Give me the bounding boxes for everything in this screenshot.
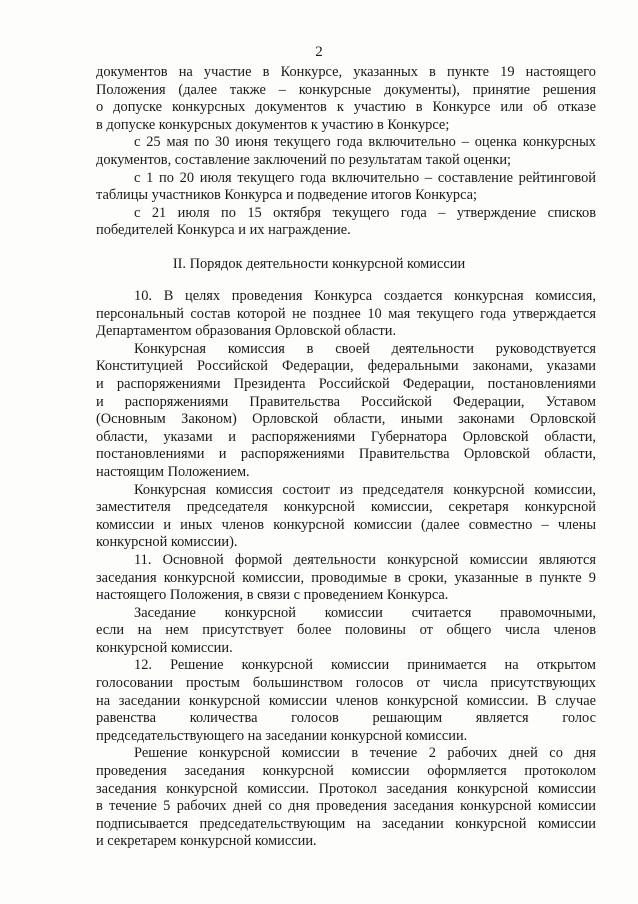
text-line: комиссии и иных членов конкурсной комиссии (далее совместно – члены bbox=[96, 516, 596, 533]
text-line: проведения заседания конкурсной комиссии оформляется протоколом bbox=[96, 763, 596, 780]
section-paragraphs bbox=[96, 288, 596, 851]
text-line: заместителя председателя конкурсной комиссии, секретаря конкурсной bbox=[96, 499, 596, 516]
text-line: персональный состав которой не позднее 10 мая текущего года утверждается bbox=[96, 305, 596, 322]
text-line: Положения (далее также – конкурсные документы), принятие решения bbox=[96, 81, 596, 98]
text-line: документов на участие в Конкурсе, указанных в пункте 19 настоящего bbox=[96, 64, 596, 80]
page-number: 2 bbox=[315, 44, 323, 60]
text-line: 10. В целях проведения Конкурса создается конкурсная комиссия, bbox=[134, 288, 596, 304]
text-line: документов, составление заключений по результатам такой оценки; bbox=[96, 151, 512, 168]
text-line: подписывается председательствующим на заседании конкурсной комиссии bbox=[96, 815, 596, 832]
text-line: области, указами и распоряжениями Губернатора Орловской области, bbox=[96, 428, 596, 445]
text-line: и распоряжениями Правительства Российской Федерации, Уставом bbox=[96, 393, 596, 410]
text-line: с 21 июля по 15 октября текущего года – утверждение списков bbox=[134, 204, 596, 221]
text-line: Заседание конкурсной комиссии считается правомочными, bbox=[134, 604, 596, 621]
text-line: победителей Конкурса и их награждение. bbox=[96, 222, 351, 239]
text-line: настоящим Положением. bbox=[96, 463, 250, 480]
intro-paragraphs bbox=[96, 64, 596, 240]
text-line: в допуске конкурсных документов к участию в Конкурсе; bbox=[96, 116, 450, 133]
text-line: настоящего Положения, в связи с проведением Конкурса. bbox=[96, 587, 449, 604]
text-line: Департаментом образования Орловской области. bbox=[96, 323, 397, 340]
text-line: на заседании конкурсной комиссии членов конкурсной комиссии. В случае bbox=[96, 692, 596, 709]
text-line: о допуске конкурсных документов к участию в Конкурсе или об отказе bbox=[96, 99, 596, 116]
text-line: Конкурсная комиссия состоит из председателя конкурсной комиссии, bbox=[134, 481, 596, 498]
text-line: 12. Решение конкурсной комиссии принимается на открытом bbox=[134, 657, 596, 674]
text-line: и секретарем конкурсной комиссии. bbox=[96, 833, 317, 850]
text-line: Конституцией Российской Федерации, федеральными законами, указами bbox=[96, 358, 596, 375]
text-line: голосовании простым большинством голосов от числа присутствующих bbox=[96, 675, 596, 692]
text-line: постановлениями и распоряжениями Правительства Орловской области, bbox=[96, 446, 596, 463]
text-line: Решение конкурсной комиссии в течение 2 рабочих дней со дня bbox=[134, 745, 596, 762]
text-line: председательствующего на заседании конкурсной комиссии. bbox=[96, 727, 468, 744]
text-line: с 1 по 20 июля текущего года включительно – составление рейтинговой bbox=[134, 169, 596, 186]
text-line: конкурсной комиссии. bbox=[96, 639, 233, 656]
section-heading: II. Порядок деятельности конкурсной комиссии bbox=[172, 256, 466, 272]
text-line: заседания конкурсной комиссии. Протокол заседания конкурсной комиссии bbox=[96, 780, 596, 797]
text-line: конкурсной комиссии). bbox=[96, 534, 238, 551]
text-line: таблицы участников Конкурса и подведение итогов Конкурса; bbox=[96, 187, 478, 204]
text-line: Конкурсная комиссия в своей деятельности руководствуется bbox=[134, 340, 596, 357]
text-line: (Основным Законом) Орловской области, иными законами Орловской bbox=[96, 411, 596, 428]
text-line: и распоряжениями Президента Российской Федерации, постановлениями bbox=[96, 375, 596, 392]
text-line: с 25 мая по 30 июня текущего года включительно – оценка конкурсных bbox=[134, 134, 596, 151]
text-line: в течение 5 рабочих дней со дня проведения заседания конкурсной комиссии bbox=[96, 798, 596, 815]
text-line: 11. Основной формой деятельности конкурсной комиссии являются bbox=[134, 551, 596, 568]
text-line: если на нем присутствует более половины от общего числа членов bbox=[96, 622, 596, 639]
text-line: заседания конкурсной комиссии, проводимые в сроки, указанные в пункте 9 bbox=[96, 569, 596, 586]
text-line: равенства количества голосов решающим является голос bbox=[96, 710, 596, 727]
